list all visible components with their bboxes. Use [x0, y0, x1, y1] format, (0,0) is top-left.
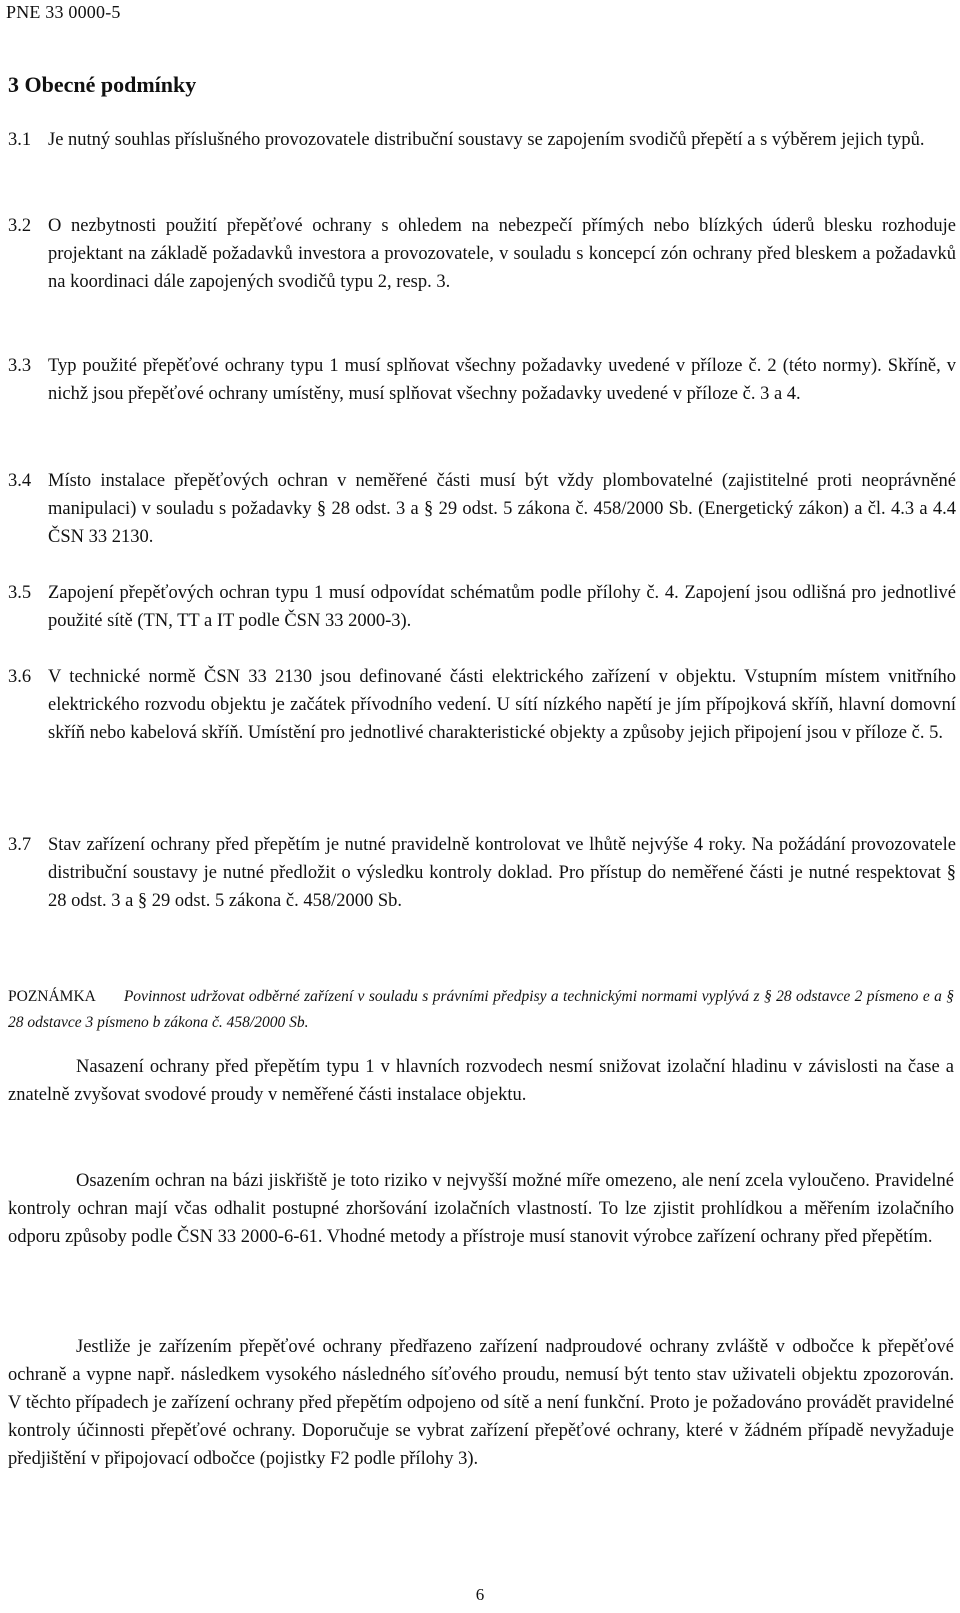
document-id-header: PNE 33 0000-5: [6, 2, 121, 22]
paragraph: Osazením ochran na bázi jiskřiště je toto riziko v nejvyšší možné míře omezeno, ale není zcela vyloučeno. Pravidelné kontroly ochran mají včas odhalit postupné zhoršování izolačních vlastností. To lze zjistit prohlídkou a měřením izolačního odporu způsoby podle ČSN 33 2000-6-61. Vhodné metody a přístroje musí stanovit výrobce zařízení ochrany před přepětím.: [8, 1171, 954, 1247]
paragraph: Jestliže je zařízením přepěťové ochrany předřazeno zařízení nadproudové ochrany zvláště v odbočce k přepěťové ochraně a vypne např. následkem vysokého následného síťového proudu, nemusí být tento stav uživateli objektu zpozorován. V těchto případech je zařízení ochrany před přepětím odpojeno od sítě a není funkční. Proto je požadováno provádět pravidelné kontroly účinnosti přepěťové ochrany. Doporučuje se vybrat zařízení přepěťové ochrany, které v žádném případě nevyžaduje předjištění v připojovací odbočce (pojistky F2 podle přílohy 3).: [8, 1337, 954, 1469]
clause-number: 3.1: [8, 130, 32, 150]
clause-text: V technické normě ČSN 33 2130 jsou definované části elektrického zařízení v objektu. Vstupním místem vnitřního elektrického rozvodu objektu je začátek přívodního vedení. U sítí nízkého napětí je jím přípojková skříň, hlavní domovní skříň nebo kabelová skříň. Umístění pro jednotlivé charakteristické objekty a způsoby jejich připojení jsou v příloze č. 5.: [48, 667, 956, 743]
clause-number: 3.6: [8, 667, 32, 687]
note: [8, 984, 954, 1036]
clause-text: Stav zařízení ochrany před přepětím je nutné pravidelně kontrolovat ve lhůtě nejvýše 4 roky. Na požádání provozovatele distribuční soustavy je nutné předložit o výsledku kontroly doklad. Pro přístup do neměřené části je nutné respektovat § 28 odst. 3 a § 29 odst. 5 zákona č. 458/2000 Sb.: [48, 835, 956, 911]
clause-3-2: [8, 212, 956, 296]
section-title: 3 Obecné podmínky: [8, 72, 197, 97]
clause-3-4: [8, 467, 956, 551]
clause-text: Místo instalace přepěťových ochran v neměřené části musí být vždy plombovatelné (zajistitelné proti neoprávněné manipulaci) v souladu s požadavky § 28 odst. 3 a § 29 odst. 5 zákona č. 458/2000 Sb. (Energetický zákon) a čl. 4.3 a 4.4 ČSN 33 2130.: [48, 471, 956, 547]
note-label: POZNÁMKA: [8, 988, 96, 1005]
clause-number: 3.2: [8, 216, 32, 236]
clause-number: 3.3: [8, 356, 32, 376]
clause-number: 3.7: [8, 835, 32, 855]
clause-3-7: [8, 831, 956, 915]
clause-text: O nezbytnosti použití přepěťové ochrany s ohledem na nebezpečí přímých nebo blízkých úderů blesku rozhoduje projektant na základě požadavků investora a provozovatele, v souladu s koncepcí zón ochrany před bleskem a požadavků na koordinaci dále zapojených svodičů typu 2, resp. 3.: [48, 216, 956, 292]
clause-number: 3.5: [8, 583, 32, 603]
page-number: 6: [475, 1585, 485, 1604]
clause-3-3: [8, 352, 956, 408]
clause-3-5: [8, 579, 956, 635]
clause-text: Je nutný souhlas příslušného provozovatele distribuční soustavy se zapojením svodičů přepětí a s výběrem jejich typů.: [48, 130, 925, 150]
note-text: Povinnost udržovat odběrné zařízení v souladu s právními předpisy a technickými normami vyplývá z § 28 odstavce 2 písmeno e a § 28 odstavce 3 písmeno b zákona č. 458/2000 Sb.: [8, 988, 954, 1031]
clause-text: Zapojení přepěťových ochran typu 1 musí odpovídat schématům podle přílohy č. 4. Zapojení jsou odlišná pro jednotlivé použité sítě (TN, TT a IT podle ČSN 33 2000-3).: [48, 583, 956, 631]
clause-3-1: [8, 126, 956, 154]
clause-3-6: [8, 663, 956, 747]
clause-text: Typ použité přepěťové ochrany typu 1 musí splňovat všechny požadavky uvedené v příloze č. 2 (této normy). Skříně, v nichž jsou přepěťové ochrany umístěny, musí splňovat všechny požadavky uvedené v příloze č. 3 a 4.: [48, 356, 956, 404]
clause-number: 3.4: [8, 471, 32, 491]
paragraph: Nasazení ochrany před přepětím typu 1 v hlavních rozvodech nesmí snižovat izolační hladinu v závislosti na čase a znatelně zvyšovat svodové proudy v neměřené části instalace objektu.: [8, 1057, 954, 1105]
